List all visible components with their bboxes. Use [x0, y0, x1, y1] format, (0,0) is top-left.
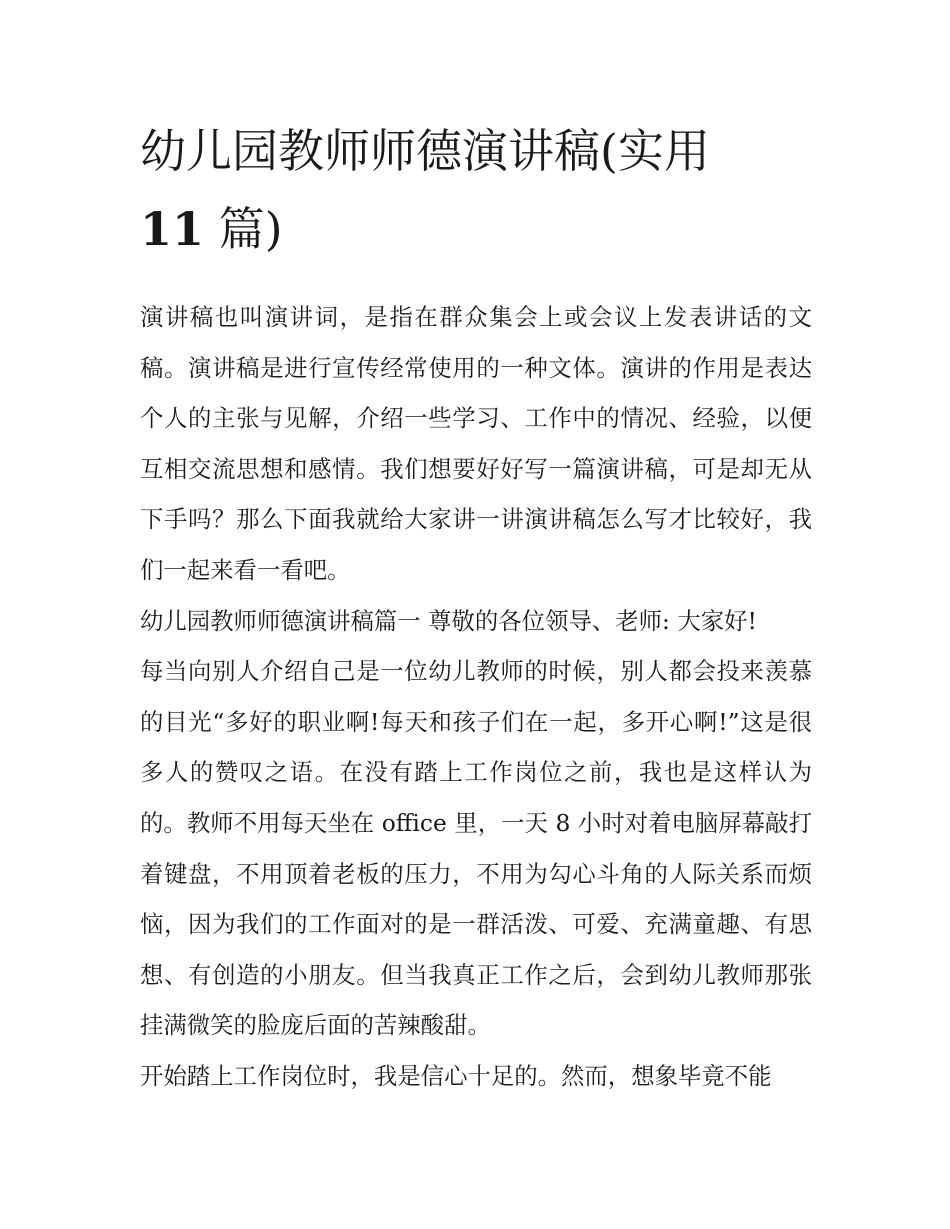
document-page — [140, 112, 812, 1102]
title-line-2: 篇) — [204, 202, 283, 256]
title-line-1: 幼儿园教师师德演讲稿(实用 — [140, 124, 710, 178]
section-heading-paragraph: 幼儿园教师师德演讲稿篇一 尊敬的各位领导、老师: 大家好! — [140, 606, 757, 635]
intro-paragraph: 演讲稿也叫演讲词，是指在群众集会上或会议上发表讲话的文稿。演讲稿是进行宣传经常使用的一种文体。演讲的作用是表达个人的主张与见解，介绍一些学习、工作中的情况、经验，以便互相交流思想和感情。我们想要好好写一篇演讲稿，可是却无从下手吗？那么下面我就给大家讲一讲演讲稿怎么写才比较好，我们一起来看一看吧。 — [140, 303, 812, 584]
body-paragraph: 每当向别人介绍自己是一位幼儿教师的时候，别人都会投来羡慕的目光“多好的职业啊!每天和孩子们在一起，多开心啊!”这是很多人的赞叹之语。在没有踏上工作岗位之前，我也是这样认为的。教师不用每天坐在 office 里，一天 8 小时对着电脑屏幕敲打着键盘，不用顶着老板的压力，不用为勾心斗角的人际关系而烦恼，因为我们的工作面对的是一群活泼、可爱、充满童趣、有思想、有创造的小朋友。但当我真正工作之后，会到幼儿教师那张挂满微笑的脸庞后面的苦辣酸甜。 — [140, 657, 812, 1040]
title-number: 11 — [140, 202, 205, 256]
document-title — [140, 112, 812, 268]
body-paragraph: 开始踏上工作岗位时，我是信心十足的。然而，想象毕竟不能 — [140, 1061, 772, 1090]
